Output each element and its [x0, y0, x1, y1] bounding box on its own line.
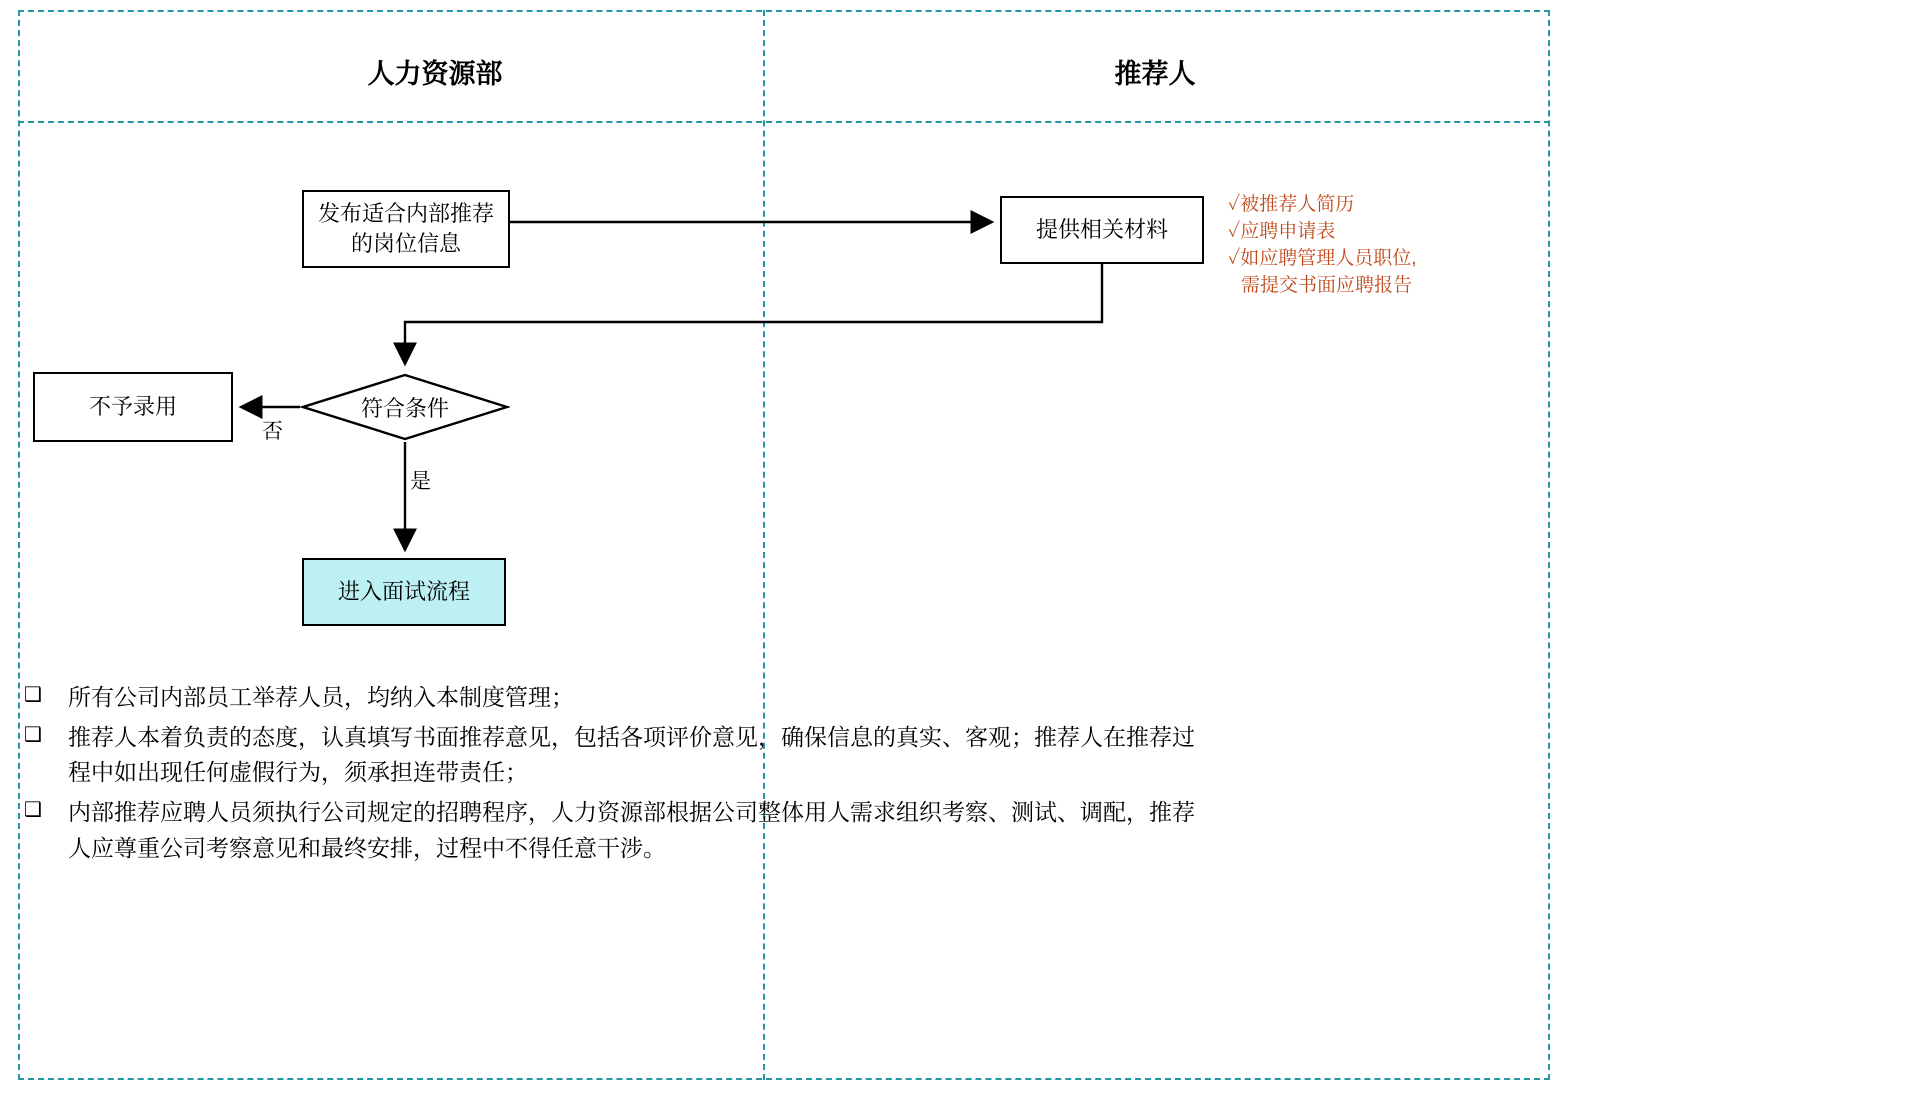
swimlane-frame — [18, 10, 1550, 1080]
node-decision-label: 符合条件 — [360, 395, 449, 421]
checkbox-bullet-icon: ❑ — [24, 684, 42, 706]
note-item — [22, 795, 1202, 866]
note-text: 推荐人本着负责的态度，认真填写书面推荐意见，包括各项评价意见，确保信息的真实、客观；推荐人在推荐过程中如出现任何虚假行为，须承担连带责任； — [68, 723, 1195, 786]
checkbox-bullet-icon: ❑ — [24, 798, 42, 821]
annotation-line-4: 需提交书面应聘报告 — [1241, 274, 1413, 296]
edge-label-yes: 是 — [410, 470, 431, 493]
annotation-line-3: ✓如应聘管理人员职位, — [1228, 247, 1417, 269]
node-enter-interview-process[interactable]: 进入面试流程 — [302, 558, 506, 626]
node-not-hired[interactable]: 不予录用 — [33, 372, 233, 442]
node-publish-position-info[interactable]: 发布适合内部推荐的岗位信息 — [302, 190, 510, 268]
note-item — [22, 720, 1202, 791]
lane-divider-horizontal — [18, 121, 1550, 123]
node-decision-meets-criteria[interactable] — [300, 372, 510, 442]
note-text: 所有公司内部员工举荐人员，均纳入本制度管理； — [68, 684, 574, 710]
annotation-required-materials — [1228, 192, 1528, 300]
annotation-line-2: ✓应聘申请表 — [1228, 220, 1336, 242]
note-text: 内部推荐应聘人员须执行公司规定的招聘程序，人力资源部根据公司整体用人需求组织考察、测试、调配，推荐人应尊重公司考察意见和最终安排，过程中不得任意干涉。 — [68, 798, 1195, 861]
notes-list — [22, 680, 1202, 870]
node-provide-materials[interactable]: 提供相关材料 — [1000, 196, 1204, 264]
checkbox-bullet-icon: ❑ — [24, 723, 42, 746]
annotation-line-1: ✓被推荐人简历 — [1228, 194, 1355, 215]
edge-label-no: 否 — [262, 420, 283, 443]
lane-title-referrer: 推荐人 — [1114, 59, 1196, 89]
note-item — [22, 680, 1202, 716]
lane-title-hr: 人力资源部 — [367, 59, 503, 89]
lane-divider-vertical — [763, 10, 765, 1080]
